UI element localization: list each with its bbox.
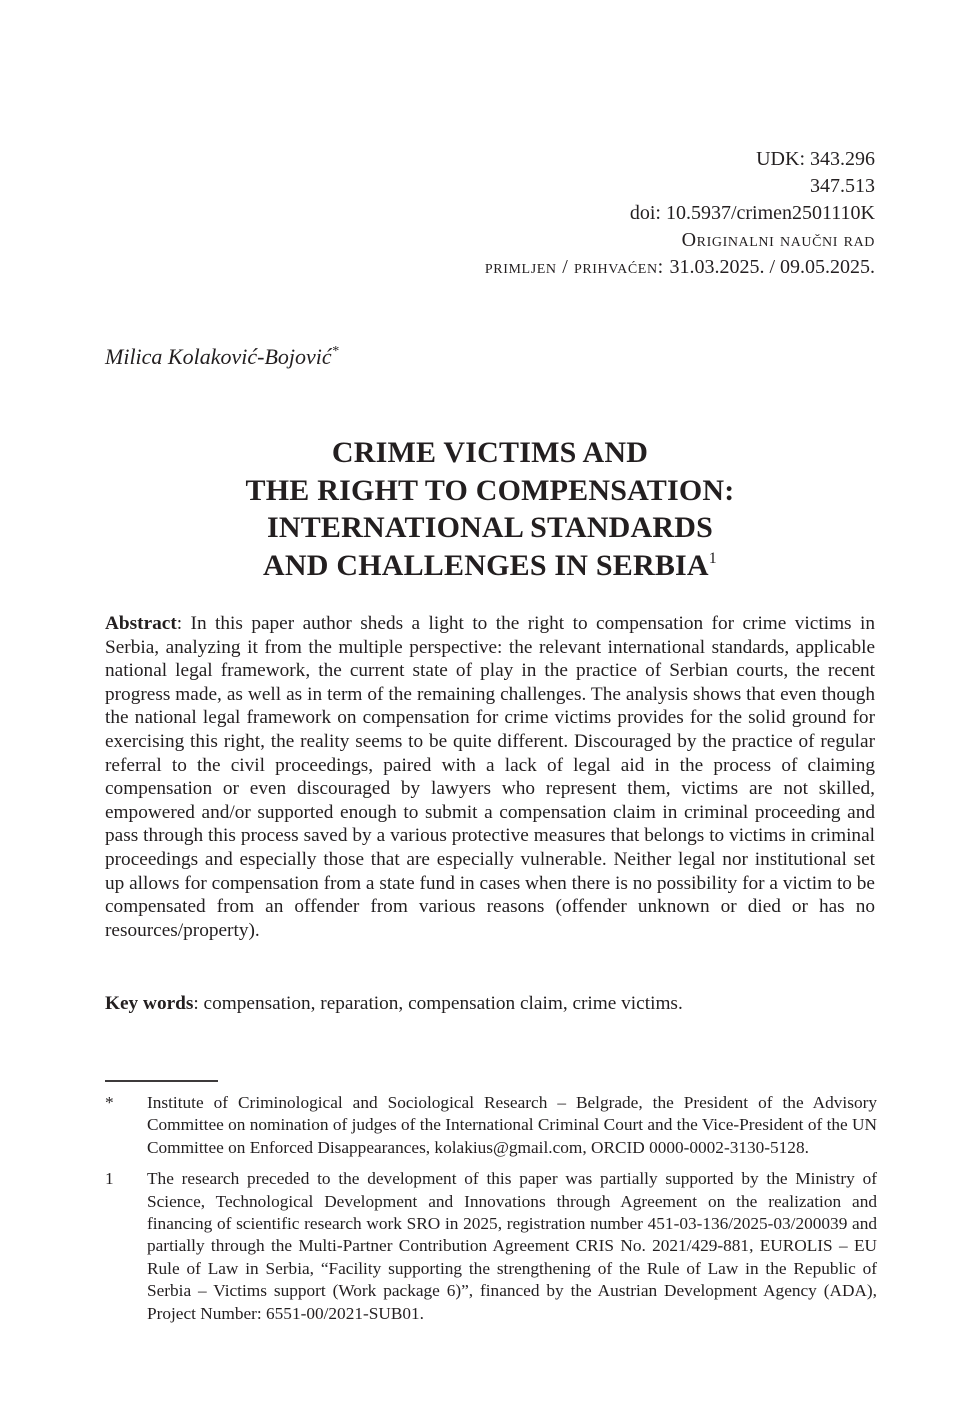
received-accepted-label: primljen / prihvaćen:: [484, 256, 670, 278]
author-footnote-marker: *: [331, 344, 339, 359]
footnote-1: [105, 1168, 877, 1325]
title-line-4: [105, 547, 875, 585]
received-accepted-line: [485, 254, 875, 281]
footnotes-section: [105, 1092, 877, 1334]
doi-line: doi: 10.5937/crimen2501110K: [629, 202, 875, 224]
footnote-asterisk: [105, 1092, 877, 1159]
footnote-asterisk-text: Institute of Criminological and Sociological Research – Belgrade, the President of the Advisory Committee on nomination of judges of the International Criminal Court and the Vice-President of the UN Committee on Enforced Disappearances, kolakius@gmail.com, ORCID 0000-0002-3130-5128.: [147, 1093, 877, 1157]
title-line-3: INTERNATIONAL STANDARDS: [266, 511, 714, 544]
received-accepted-dates: 31.03.2025. / 09.05.2025.: [669, 256, 875, 278]
udk-number-line1: UDK: 343.296: [756, 148, 875, 170]
footnote-1-marker: 1: [105, 1169, 114, 1189]
keywords-text: : compensation, reparation, compensation claim, crime victims.: [193, 993, 683, 1014]
title-line-2: THE RIGHT TO COMPENSATION:: [245, 473, 735, 507]
keywords-label: Key words: [105, 993, 194, 1014]
footnote-separator-rule: [105, 1080, 218, 1082]
abstract-paragraph: [105, 612, 875, 942]
article-type: Originalni naučni rad: [681, 229, 875, 251]
author-name-text: Milica Kolaković-Bojović: [105, 344, 332, 369]
keywords-line: [105, 992, 875, 1016]
abstract-label: Abstract: [105, 613, 177, 634]
udk-number-line2: 347.513: [810, 175, 875, 197]
title-line-1: CRIME VICTIMS AND: [331, 436, 649, 469]
footnote-1-text: The research preceded to the development of this paper was partially supported by the Ministry of Science, Technological Development and Innovations through Agreement on the realization and financing of scientific research work SRO in 2025, registration number 451-03-136/2025-03/200039 and partially through the Multi-Partner Contribution Agreement CRIS No. 2021/429-881, EUROLIS – EU Rule of Law in Serbia, “Facility supporting the strengthening of the Rule of Law in the Republic of Serbia – Victims support (Work package 6)”, financed by the Austrian Development Agency (ADA), Project Number: 6551-00/2021-SUB01.: [147, 1169, 877, 1323]
footnote-asterisk-marker: *: [105, 1093, 114, 1112]
abstract-text: : In this paper author sheds a light to the right to compensation for crime victims in Serbia, analyzing it from the multiple perspective: the relevant international standards, applicable national legal framework, the current state of play in the practice of Serbian courts, the recent progress made, as well as in term of the remaining challenges. The analysis shows that even though the national legal framework on compensation for crime victims provides for the solid ground for exercising this right, the reality seems to be quite different. Discouraged by the practice of regular referral to the civil proceedings, paired with a lack of legal aid in the process of claiming compensation or even discouraged by lawyers who represent them, victims are not skilled, empowered and/or supported enough to submit a compensation claim in criminal proceeding and pass through this process saved by a various protective measures that belongs to victims in criminal proceedings and especially those that are especially vulnerable. Neither legal nor institutional set up allows for compensation from a state fund in cases when there is no possibility for a victim to be compensated from an offender from various reasons (offender unknown or died or has no resources/property).: [105, 613, 875, 941]
paper-title: [105, 434, 875, 584]
title-line-4-text: AND CHALLENGES IN SERBIA: [263, 548, 709, 582]
bibliographic-header: [485, 146, 875, 281]
author-name: [105, 342, 339, 372]
title-footnote-marker: 1: [708, 549, 717, 567]
